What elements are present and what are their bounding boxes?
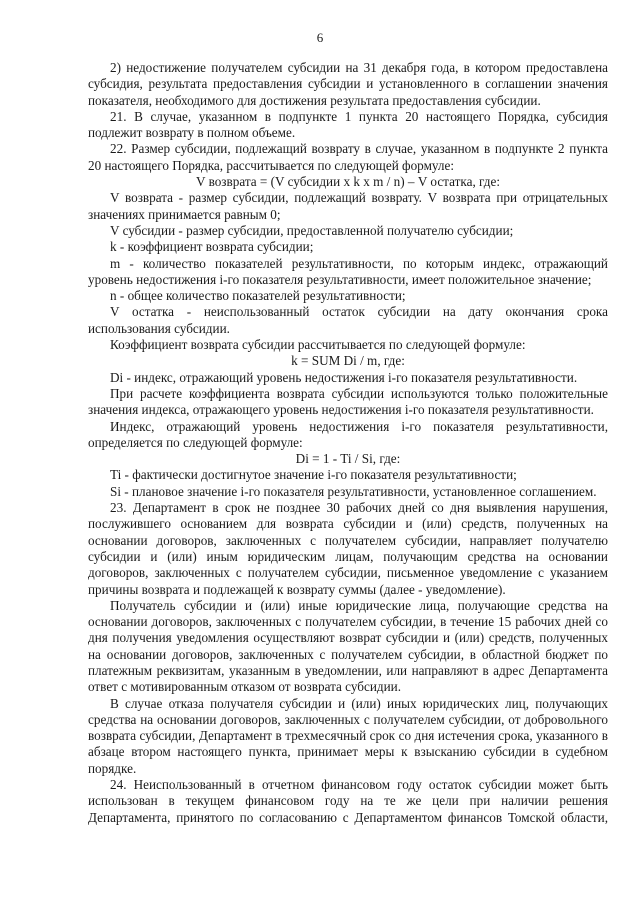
paragraph-coefficient-intro: Коэффициент возврата субсидии рассчитывается по следующей формуле: [110, 337, 526, 353]
definition-di: Di - индекс, отражающий уровень недостижения i-го показателя результативности. [110, 369, 578, 385]
definition-si: Si - плановое значение i-го показателя результативности, установленное соглашением. [110, 483, 597, 499]
paragraph-22: 22. Размер субсидии, подлежащий возврату в случае, указанном в подпункте 2 пункта 20 настоящего Порядка, рассчитывается по следующей формуле: [88, 141, 608, 173]
paragraph-24: 24. Неиспользованный в отчетном финансовом году остаток субсидии может быть использован в текущем финансовом году на те же цели при наличии решения Департамента, принятого по согласованию с Департаментом финансов Томской области, [88, 777, 608, 825]
definition-v-ostatka: V остатка - неиспользованный остаток субсидии на дату окончания срока использования субсидии. [88, 304, 608, 336]
formula-di: Di = 1 - Ti / Si, где: [295, 451, 401, 467]
paragraph-index-intro: Индекс, отражающий уровень недостижения i-го показателя результативности, определяется по следующей формуле: [88, 418, 608, 450]
definition-k: k - коэффициент возврата субсидии; [110, 239, 314, 255]
definition-m: m - количество показателей результативности, по которым индекс, отражающий уровень недостижения i-го показателя результативности, имеет положительное значение; [88, 255, 608, 287]
definition-v-vozvrata: V возврата - размер субсидии, подлежащий возврату. V возврата при отрицательных значениях принимается равным 0; [88, 190, 608, 222]
definition-v-subsidii: V субсидии - размер субсидии, предоставленной получателю субсидии; [110, 222, 514, 238]
formula-v-vozvrata: V возврата = (V субсидии x k x m / n) – V остатка, где: [195, 174, 501, 190]
paragraph-23-refusal: В случае отказа получателя субсидии и (или) иных юридических лиц, получающих средства на основании договоров, заключенных с получателем субсидии, от добровольного возврата субсидии, Департамент в трехмесячный срок со дня истечения срока, указанного в абзаце втором настоящего пункта, принимает меры к взысканию субсидии в судебном порядке. [88, 695, 608, 776]
page-number: 6 [316, 30, 324, 45]
document-body [88, 60, 608, 826]
paragraph-subitem-2: 2) недостижение получателем субсидии на 31 декабря года, в котором предоставлена субсидия, результата предоставления субсидии и установленного в соглашении значения показателя, необходимого для достижения результата предоставления субсидии. [88, 60, 608, 108]
formula-k: k = SUM Di / m, где: [291, 353, 405, 369]
paragraph-21: 21. В случае, указанном в подпункте 1 пункта 20 настоящего Порядка, субсидия подлежит возврату в полном объеме. [88, 108, 608, 141]
definition-n: n - общее количество показателей результативности; [110, 288, 406, 304]
definition-ti: Ti - фактически достигнутое значение i-го показателя результативности; [110, 467, 517, 483]
paragraph-23-return: Получатель субсидии и (или) иные юридические лица, получающие средства на основании договоров, заключенных с получателем субсидии, в течение 15 рабочих дней со дня получения уведомления осуществляют возврат субсидии и (или) средств, полученных на основании договоров, заключенных с получателем субсидии, в областной бюджет по платежным реквизитам, указанным в уведомлении, или направляют в адрес Департамента ответ с мотивированным отказом от возврата субсидии. [88, 597, 608, 695]
paragraph-positive-values: При расчете коэффициента возврата субсидии используются только положительные значения индекса, отражающего уровень недостижения i-го показателя результативности. [88, 385, 608, 418]
paragraph-23: 23. Департамент в срок не позднее 30 рабочих дней со дня выявления нарушения, послужившего основанием для возврата субсидии и (или) средств, полученных на основании договоров, заключенных с получателем субсидии, направляет получателю субсидии и (или) иным юридическим лицам, получающим средства на основании договоров, заключенных с получателем субсидии, письменное уведомление с указанием причины возврата и подлежащей к возврату суммы (далее - уведомление). [88, 500, 608, 597]
